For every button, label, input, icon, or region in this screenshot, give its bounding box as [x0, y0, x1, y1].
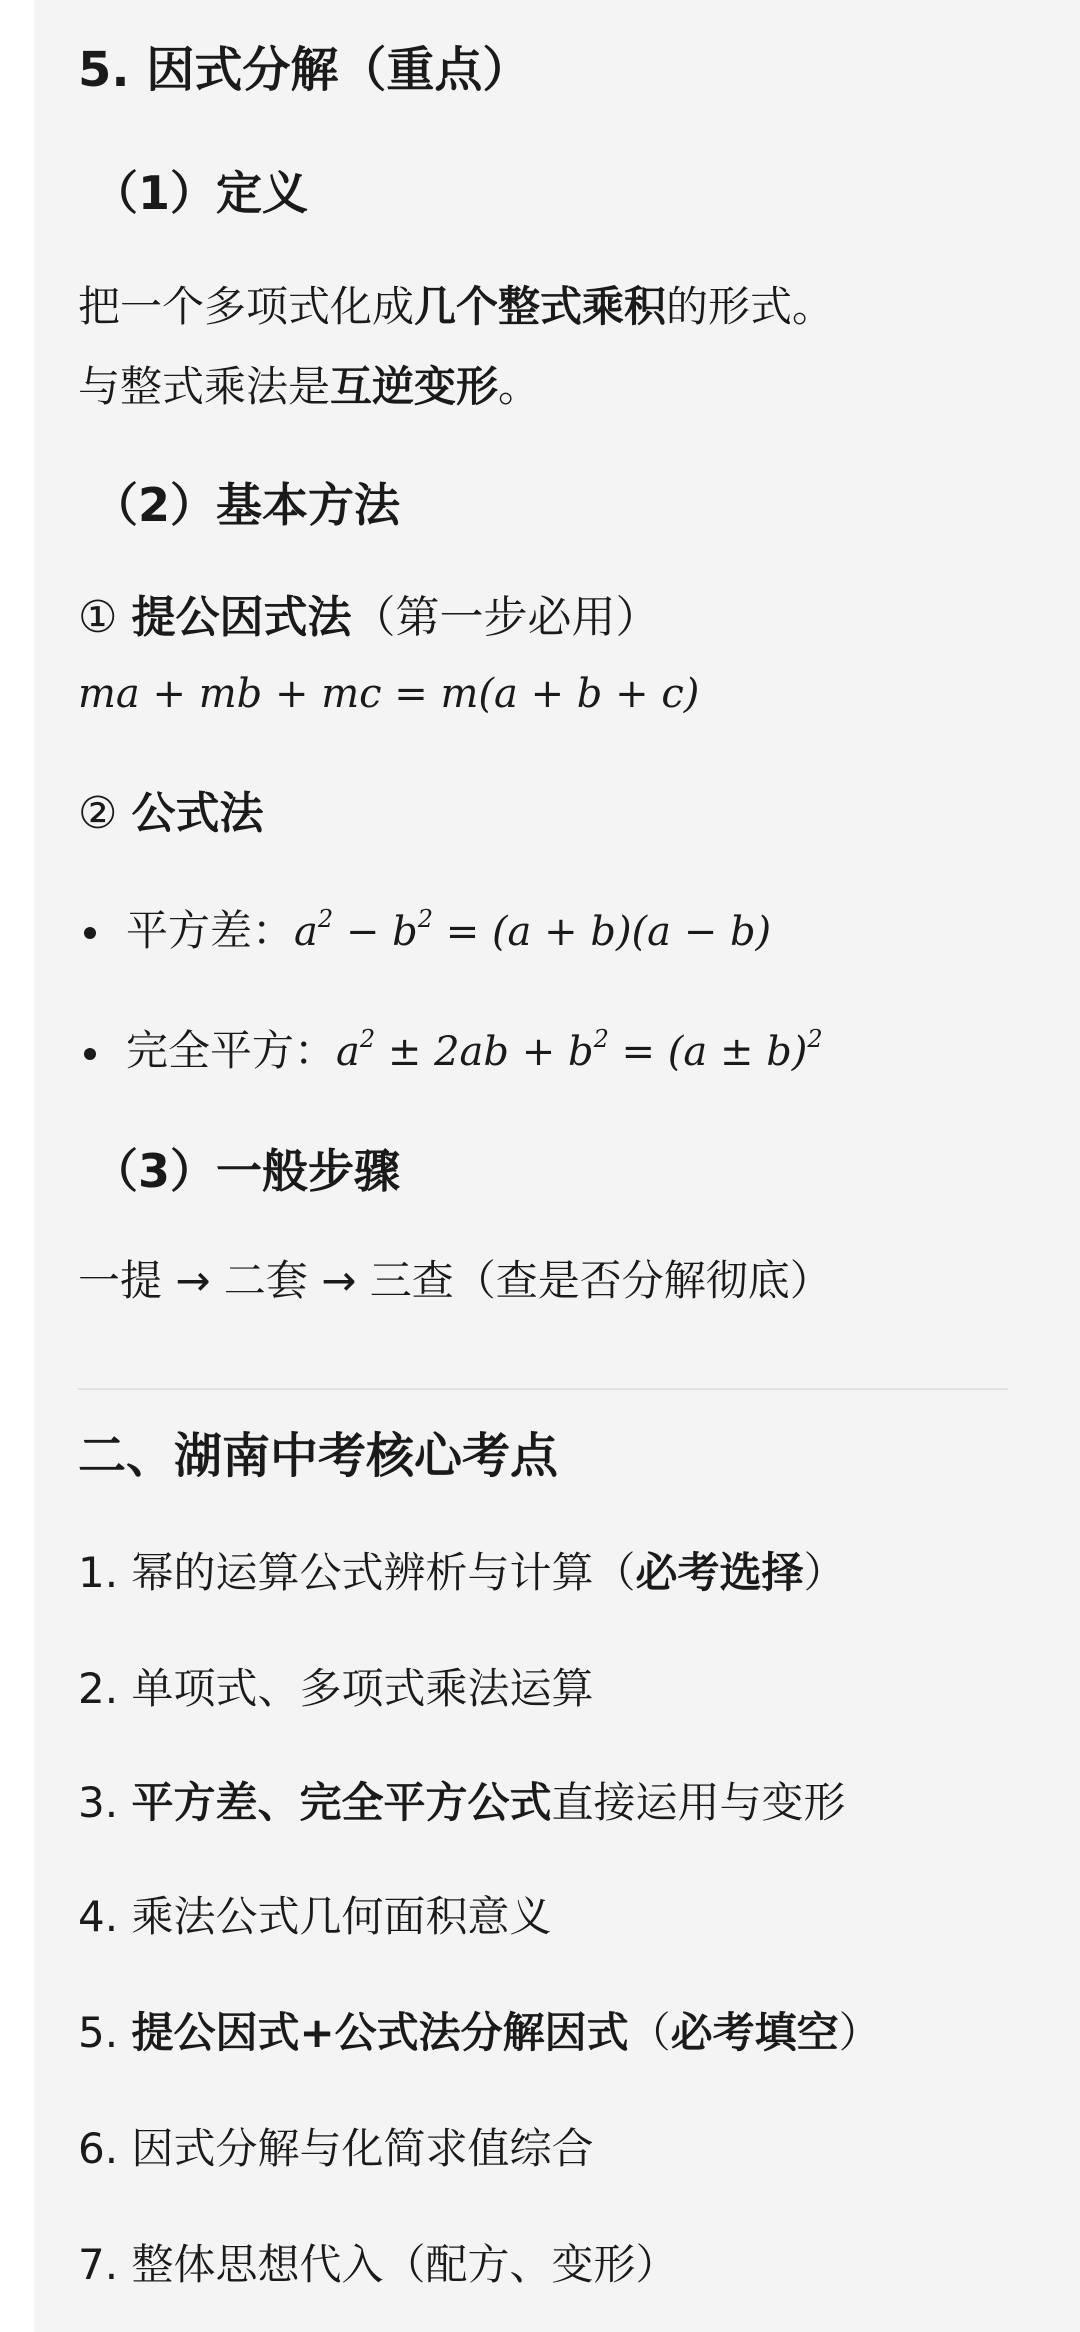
formula-expression: $a^2 - b^2 = (a + b)(a - b)$ [294, 905, 772, 955]
method-1-formula: ma + mb + mc = m(a + b + c) [78, 671, 700, 717]
bullet-dot [84, 927, 96, 939]
formula-perfect-square [126, 1025, 823, 1075]
formula-difference-of-squares [126, 905, 772, 955]
definition-emphasis: 几个整式乘积 [414, 282, 667, 331]
key-point-item: 4. 乘法公式几何面积意义 [78, 1892, 552, 1941]
bullet-dot [84, 1048, 96, 1060]
key-point-item: 5. 提公因式+公式法分解因式（必考填空） [78, 2008, 881, 2057]
steps-text: 一提 → 二套 → 三查（查是否分解彻底） [78, 1256, 832, 1305]
steps-heading: （3）一般步骤 [92, 1144, 401, 1198]
key-point-item: 7. 整体思想代入（配方、变形） [78, 2240, 678, 2289]
key-point-item: 2. 单项式、多项式乘法运算 [78, 1664, 594, 1713]
formula-label: 完全平方： [126, 1026, 337, 1075]
definition-text: 的形式。 [666, 282, 835, 331]
definition-line-1 [78, 282, 835, 331]
formula-expression: $a^2 \pm 2ab + b^2 = (a \pm b)^2$ [336, 1025, 823, 1075]
definition-line-2 [78, 362, 541, 411]
method-2-name: 公式法 [131, 788, 264, 839]
key-point-item: 3. 平方差、完全平方公式直接运用与变形 [78, 1778, 846, 1827]
definition-text: 与整式乘法是 [78, 362, 331, 411]
method-1-name: 提公因式法 [131, 592, 352, 643]
method-1-heading [78, 592, 660, 643]
definition-text: 把一个多项式化成 [78, 282, 415, 331]
method-1-note: （第一步必用） [351, 592, 660, 643]
section-divider [78, 1388, 1008, 1390]
definition-heading: （1）定义 [92, 166, 309, 220]
definition-emphasis: 互逆变形 [330, 362, 499, 411]
method-2-heading [78, 788, 264, 839]
circled-number-1: ① [78, 592, 118, 643]
circled-number-2: ② [78, 788, 118, 839]
methods-heading: （2）基本方法 [92, 478, 401, 532]
key-point-item: 1. 幂的运算公式辨析与计算（必考选择） [78, 1548, 846, 1597]
key-points-title: 二、湖南中考核心考点 [78, 1428, 559, 1484]
definition-text: 。 [498, 362, 541, 411]
section-title: 5. 因式分解（重点） [78, 42, 531, 98]
key-point-item: 6. 因式分解与化简求值综合 [78, 2124, 594, 2173]
formula-label: 平方差： [126, 906, 295, 955]
